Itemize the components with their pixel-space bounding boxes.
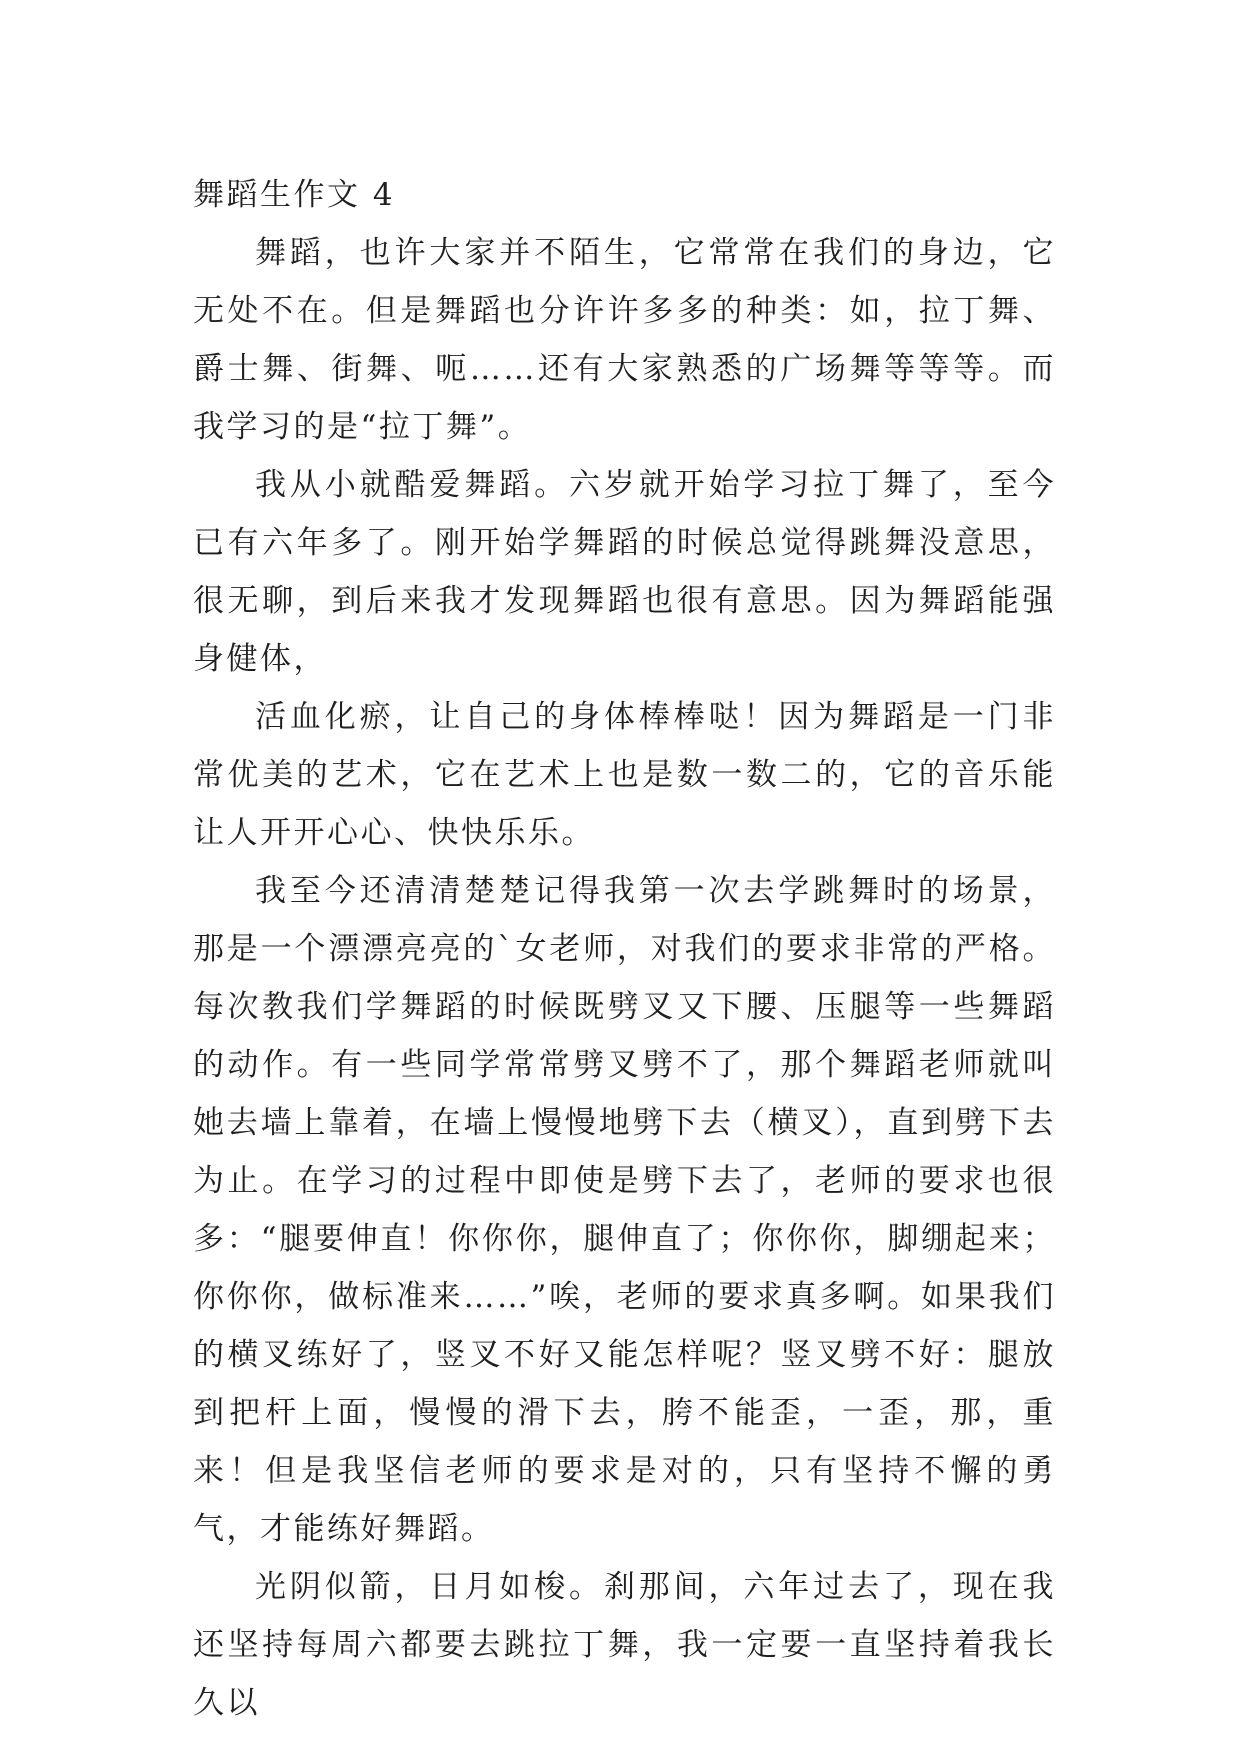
paragraph-4: 我至今还清清楚楚记得我第一次去学跳舞时的场景，那是一个漂漂亮亮的`女老师，对我们的要求非常的严格。每次教我们学舞蹈的时候既劈叉又下腰、压腿等一些舞蹈的动作。有一些同学常常劈叉劈不了，那个舞蹈老师就叫她去墙上靠着，在墙上慢慢地劈下去（横叉），直到劈下去为止。在学习的过程中即使是劈下去了，老师的要求也很多：“腿要伸直！你你你，腿伸直了；你你你，脚绷起来；你你你，做标准来……”唉，老师的要求真多啊。如果我们的横叉练好了，竖叉不好又能怎样呢？竖叉劈不好：腿放到把杆上面，慢慢的滑下去，胯不能歪，一歪，那，重来！但是我坚信老师的要求是对的，只有坚持不懈的勇气，才能练好舞蹈。 (193, 873, 1056, 1547)
paragraph-1: 舞蹈，也许大家并不陌生，它常常在我们的身边，它无处不在。但是舞蹈也分许许多多的种类：如，拉丁舞、爵士舞、街舞、呃……还有大家熟悉的广场舞等等等。而我学习的是“拉丁舞”。 (193, 235, 1056, 445)
essay-title: 舞蹈生作文 4 (193, 177, 396, 213)
paragraph-2: 我从小就酷爱舞蹈。六岁就开始学习拉丁舞了，至今已有六年多了。刚开始学舞蹈的时候总觉得跳舞没意思，很无聊，到后来我才发现舞蹈也很有意思。因为舞蹈能强身健体， (193, 467, 1056, 677)
essay-body (193, 166, 1056, 1732)
paragraph-3: 活血化瘀，让自己的身体棒棒哒！因为舞蹈是一门非常优美的艺术，它在艺术上也是数一数二的，它的音乐能让人开开心心、快快乐乐。 (193, 699, 1056, 851)
paragraph-5: 光阴似箭，日月如梭。刹那间，六年过去了，现在我还坚持每周六都要去跳拉丁舞，我一定要一直坚持着我长久以 (193, 1569, 1056, 1721)
